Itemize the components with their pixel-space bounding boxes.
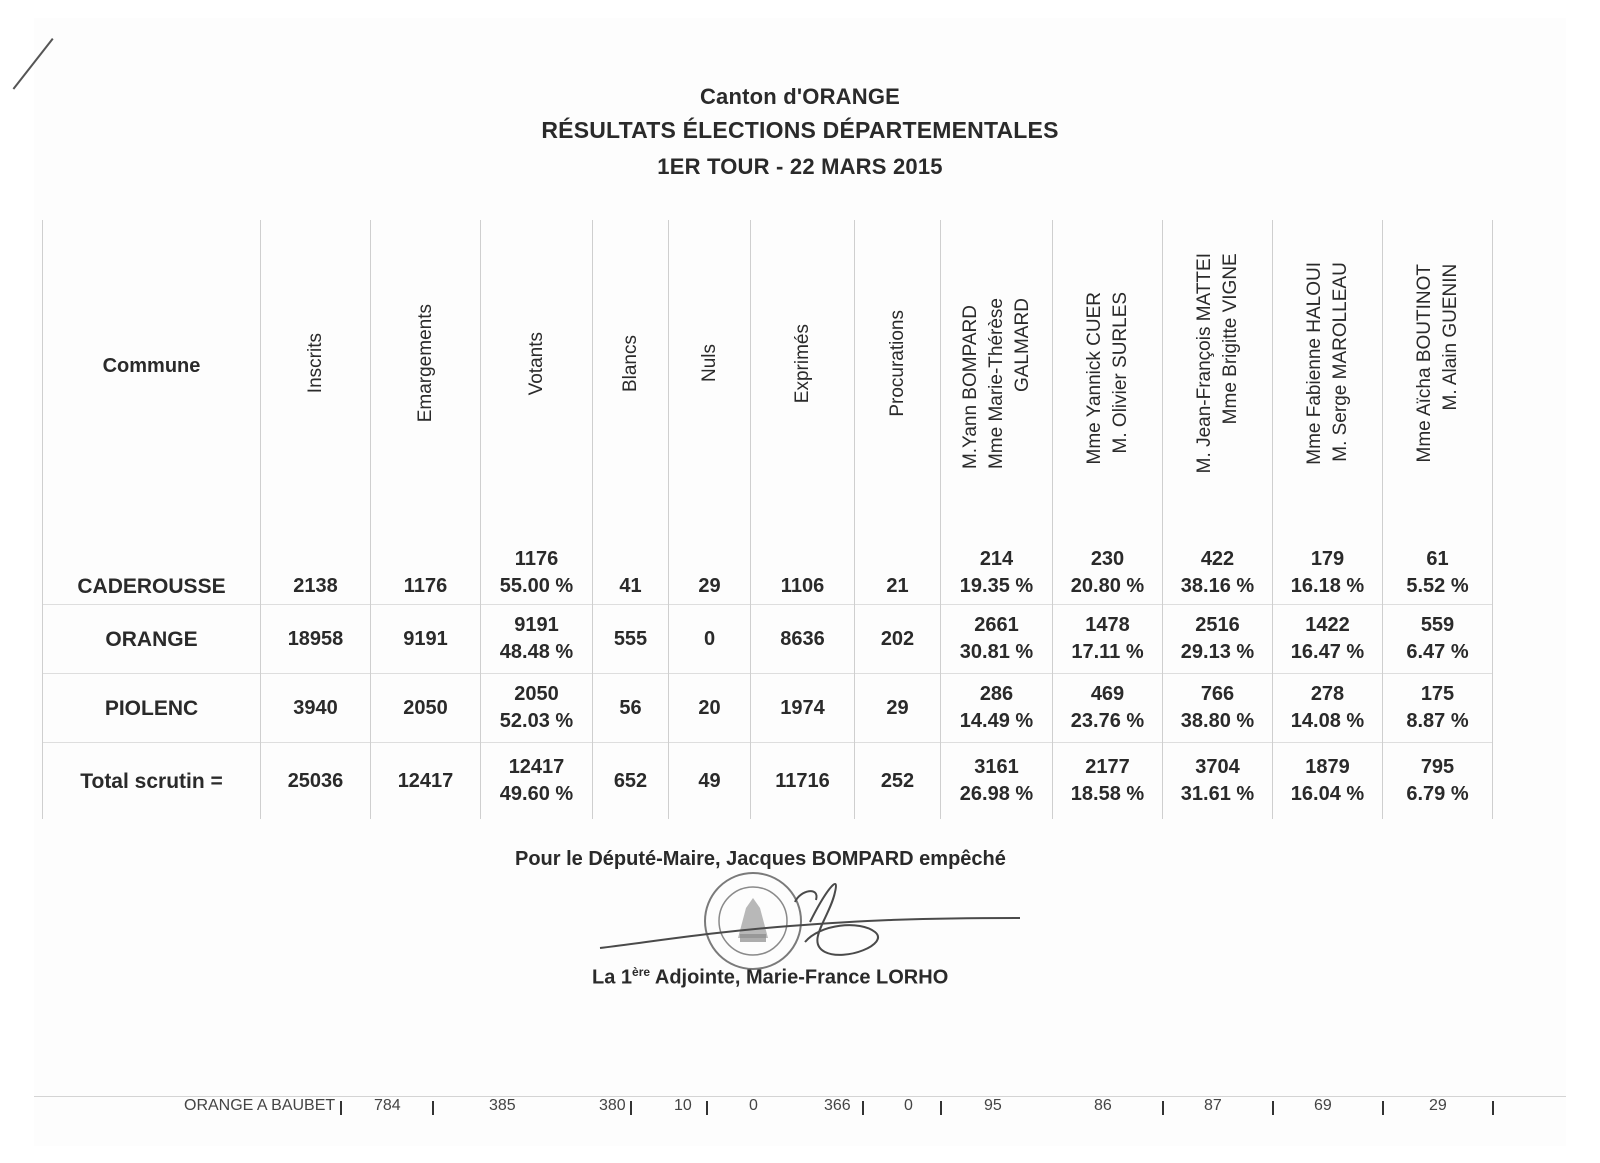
deputy-line: La 1ère Adjointe, Marie-France LORHO — [592, 965, 949, 989]
exprimes-value: 1106 — [751, 512, 855, 605]
blancs-value: 555 — [593, 605, 669, 674]
candidate-result: 175 8.87 % — [1383, 674, 1493, 743]
candidate-result: 1422 16.47 % — [1273, 605, 1383, 674]
header-candidate-boutinot: Mme Aïcha BOUTINOT M. Alain GUENIN — [1383, 220, 1493, 512]
emargements-value: 1176 — [371, 512, 481, 605]
bleed-through-value: 0 — [749, 1097, 758, 1114]
candidate-result: 278 14.08 % — [1273, 674, 1383, 743]
procurations-value: 29 — [855, 674, 941, 743]
nuls-value: 29 — [669, 512, 751, 605]
candidate-result: 559 6.47 % — [1383, 605, 1493, 674]
emargements-value: 2050 — [371, 674, 481, 743]
header-nuls: Nuls — [669, 220, 751, 512]
candidate-result: 2177 18.58 % — [1053, 743, 1163, 820]
header-exprimes: Exprimés — [751, 220, 855, 512]
commune-name: ORANGE — [43, 605, 261, 674]
bleed-through-value: 95 — [984, 1097, 1002, 1114]
bleed-through-value: 380 — [599, 1097, 626, 1114]
nuls-value: 49 — [669, 743, 751, 820]
nuls-value: 20 — [669, 674, 751, 743]
header-candidate-bompard: M.Yann BOMPARD Mme Marie-Thérèse GALMARD — [941, 220, 1053, 512]
procurations-value: 21 — [855, 512, 941, 605]
candidate-result: 214 19.35 % — [941, 512, 1053, 605]
bleed-through-value: 784 — [374, 1097, 401, 1114]
total-row — [43, 743, 1493, 820]
candidate-result: 1478 17.11 % — [1053, 605, 1163, 674]
votants-value: 9191 48.48 % — [481, 605, 593, 674]
candidate-result: 795 6.79 % — [1383, 743, 1493, 820]
bleed-through-divider — [432, 1101, 434, 1115]
candidate-result: 3704 31.61 % — [1163, 743, 1273, 820]
candidate-result: 2516 29.13 % — [1163, 605, 1273, 674]
exprimes-value: 1974 — [751, 674, 855, 743]
total-label: Total scrutin = — [43, 743, 261, 820]
commune-name: PIOLENC — [43, 674, 261, 743]
handwritten-signature — [590, 862, 1030, 972]
bleed-through-value: 385 — [489, 1097, 516, 1114]
candidate-result: 179 16.18 % — [1273, 512, 1383, 605]
table-row — [43, 512, 1493, 605]
bleed-through-divider — [340, 1101, 342, 1115]
bleed-through-divider — [706, 1101, 708, 1115]
header-blancs: Blancs — [593, 220, 669, 512]
candidate-result: 61 5.52 % — [1383, 512, 1493, 605]
bleed-through-value: 87 — [1204, 1097, 1222, 1114]
header-inscrits: Inscrits — [261, 220, 371, 512]
inscrits-value: 18958 — [261, 605, 371, 674]
header-procurations: Procurations — [855, 220, 941, 512]
blancs-value: 652 — [593, 743, 669, 820]
bleed-through-value: 86 — [1094, 1097, 1112, 1114]
emargements-value: 9191 — [371, 605, 481, 674]
bleed-through-divider — [940, 1101, 942, 1115]
header-emargements: Emargements — [371, 220, 481, 512]
header-row — [43, 220, 1493, 512]
bleed-through-row — [34, 1096, 1566, 1119]
bleed-through-value: 10 — [674, 1097, 692, 1114]
votants-value: 2050 52.03 % — [481, 674, 593, 743]
header-candidate-haloui: Mme Fabienne HALOUI M. Serge MAROLLEAU — [1273, 220, 1383, 512]
title-canton: Canton d'ORANGE — [699, 84, 901, 109]
header-candidate-cuer: Mme Yannick CUER M. Olivier SURLES — [1053, 220, 1163, 512]
blancs-value: 56 — [593, 674, 669, 743]
commune-name: CADEROUSSE — [43, 512, 261, 605]
signatory-line: Pour le Député-Maire, Jacques BOMPARD empêché — [515, 848, 1006, 870]
bleed-through-divider — [630, 1101, 632, 1115]
candidate-result: 422 38.16 % — [1163, 512, 1273, 605]
votants-value: 1176 55.00 % — [481, 512, 593, 605]
bleed-through-divider — [1382, 1101, 1384, 1115]
inscrits-value: 3940 — [261, 674, 371, 743]
nuls-value: 0 — [669, 605, 751, 674]
header-votants: Votants — [481, 220, 593, 512]
bleed-through-value: 366 — [824, 1097, 851, 1114]
table-row — [43, 674, 1493, 743]
procurations-value: 202 — [855, 605, 941, 674]
title-results: RÉSULTATS ÉLECTIONS DÉPARTEMENTALES — [541, 117, 1059, 143]
header-commune: Commune — [43, 220, 261, 512]
bleed-through-value: 29 — [1429, 1097, 1447, 1114]
bleed-through-value: 69 — [1314, 1097, 1332, 1114]
exprimes-value: 8636 — [751, 605, 855, 674]
results-table — [42, 220, 1493, 819]
candidate-result: 469 23.76 % — [1053, 674, 1163, 743]
emargements-value: 12417 — [371, 743, 481, 820]
procurations-value: 252 — [855, 743, 941, 820]
inscrits-value: 25036 — [261, 743, 371, 820]
bleed-through-divider — [862, 1101, 864, 1115]
candidate-result: 3161 26.98 % — [941, 743, 1053, 820]
candidate-result: 2661 30.81 % — [941, 605, 1053, 674]
inscrits-value: 2138 — [261, 512, 371, 605]
exprimes-value: 11716 — [751, 743, 855, 820]
blancs-value: 41 — [593, 512, 669, 605]
candidate-result: 230 20.80 % — [1053, 512, 1163, 605]
bleed-through-value: 0 — [904, 1097, 913, 1114]
bleed-through-label: ORANGE A BAUBET — [184, 1097, 336, 1114]
bleed-through-divider — [1162, 1101, 1164, 1115]
title-round-date: 1ER TOUR - 22 MARS 2015 — [657, 154, 943, 179]
candidate-result: 286 14.49 % — [941, 674, 1053, 743]
candidate-result: 1879 16.04 % — [1273, 743, 1383, 820]
table-row — [43, 605, 1493, 674]
header-candidate-mattei: M. Jean-François MATTEI Mme Brigitte VIGNE — [1163, 220, 1273, 512]
bleed-through-divider — [1492, 1101, 1494, 1115]
votants-value: 12417 49.60 % — [481, 743, 593, 820]
candidate-result: 766 38.80 % — [1163, 674, 1273, 743]
bleed-through-divider — [1272, 1101, 1274, 1115]
